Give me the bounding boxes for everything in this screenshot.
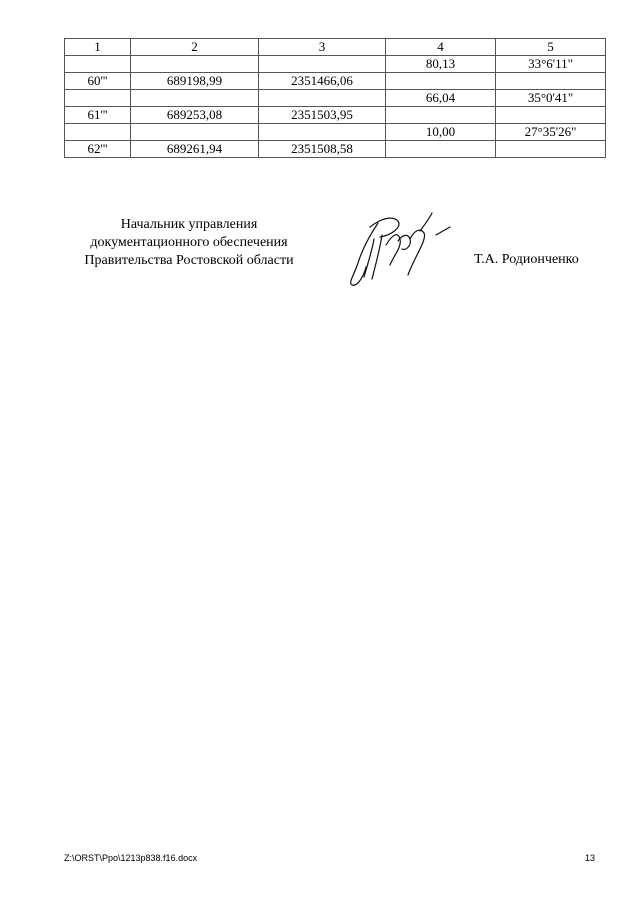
- signer-title-line: документационного обеспечения: [90, 235, 288, 250]
- point-cell: [65, 90, 131, 107]
- coordinates-table: [64, 38, 606, 158]
- distance-cell: [386, 107, 496, 124]
- x-coordinate-cell: [131, 90, 259, 107]
- column-header: 4: [386, 39, 496, 56]
- angle-cell: 35°0'41": [496, 90, 606, 107]
- column-header: 2: [131, 39, 259, 56]
- column-header: 1: [65, 39, 131, 56]
- angle-cell: 27°35'26": [496, 124, 606, 141]
- x-coordinate-cell: 689253,08: [131, 107, 259, 124]
- table-row: [65, 56, 606, 73]
- y-coordinate-cell: 2351503,95: [259, 107, 386, 124]
- distance-cell: 10,00: [386, 124, 496, 141]
- distance-cell: [386, 73, 496, 90]
- y-coordinate-cell: [259, 124, 386, 141]
- table-header-row: [65, 39, 606, 56]
- signer-title-line: Правительства Ростовской области: [84, 253, 294, 268]
- distance-cell: [386, 141, 496, 158]
- distance-cell: 66,04: [386, 90, 496, 107]
- angle-cell: [496, 73, 606, 90]
- signer-title-line: Начальник управления: [120, 217, 258, 232]
- page-number: 13: [585, 853, 596, 863]
- table-row: [65, 124, 606, 141]
- x-coordinate-cell: [131, 56, 259, 73]
- distance-cell: 80,13: [386, 56, 496, 73]
- table-row: [65, 107, 606, 124]
- x-coordinate-cell: [131, 124, 259, 141]
- y-coordinate-cell: 2351466,06: [259, 73, 386, 90]
- x-coordinate-cell: 689198,99: [131, 73, 259, 90]
- column-header: 3: [259, 39, 386, 56]
- table-row: [65, 141, 606, 158]
- point-cell: [65, 56, 131, 73]
- column-header: 5: [496, 39, 606, 56]
- table-row: [65, 73, 606, 90]
- y-coordinate-cell: 2351508,58: [259, 141, 386, 158]
- table-row: [65, 90, 606, 107]
- signer-name: Т.А. Родионченко: [474, 252, 579, 267]
- point-cell: 60''': [65, 73, 131, 90]
- angle-cell: 33°6'11": [496, 56, 606, 73]
- footer-file-path: Z:\ORST\Ppo\1213p838.f16.docx: [64, 853, 198, 863]
- signer-title: [64, 216, 314, 270]
- y-coordinate-cell: [259, 90, 386, 107]
- y-coordinate-cell: [259, 56, 386, 73]
- angle-cell: [496, 141, 606, 158]
- angle-cell: [496, 107, 606, 124]
- point-cell: 62''': [65, 141, 131, 158]
- point-cell: [65, 124, 131, 141]
- handwritten-signature: [340, 205, 455, 295]
- x-coordinate-cell: 689261,94: [131, 141, 259, 158]
- point-cell: 61''': [65, 107, 131, 124]
